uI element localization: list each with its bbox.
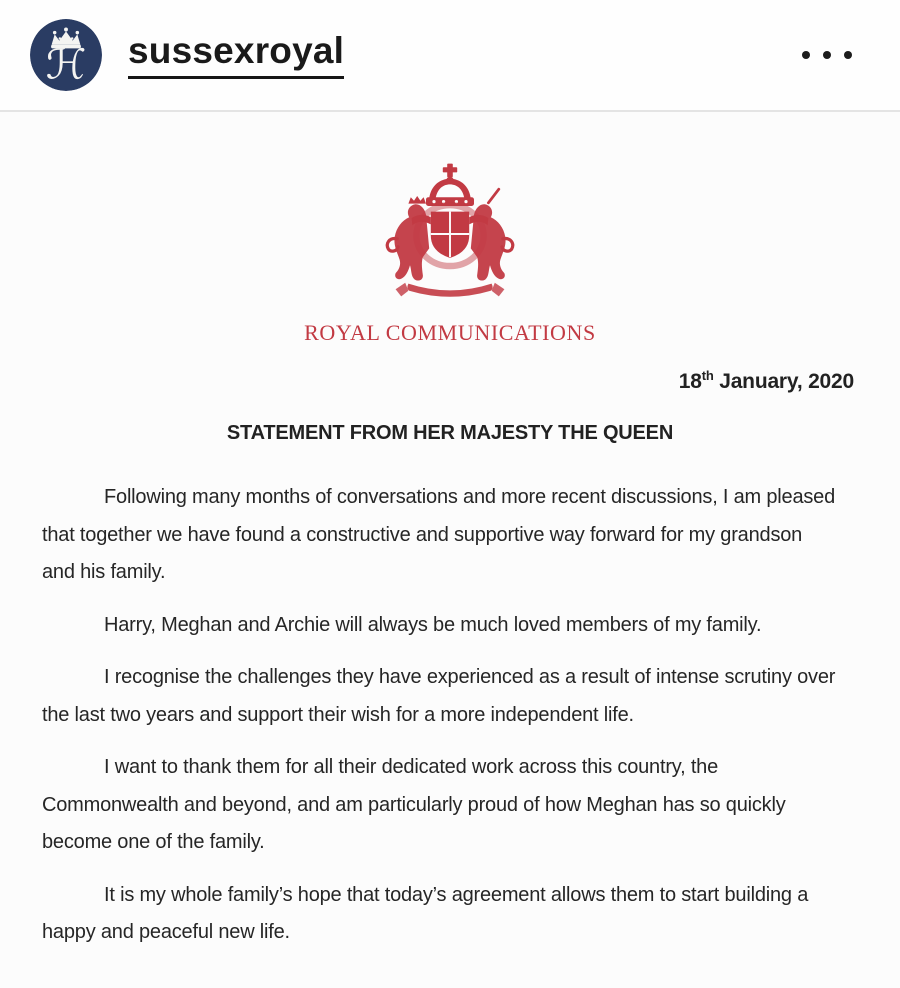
letter-paragraph <box>42 877 858 952</box>
letterhead-organization: ROYAL COMMUNICATIONS <box>304 320 596 345</box>
letter-line: Following many months of conversations and more recent discussions, I am pleased <box>104 486 836 508</box>
monogram-letter: ℋ <box>45 40 87 89</box>
letter-line: It is my whole family’s hope that today’s agreement allows them to start building a <box>104 883 809 906</box>
letter-line: Commonwealth and beyond, and am particularly proud of how Meghan has so quickly <box>42 793 786 816</box>
letter-date <box>0 368 900 396</box>
username-link[interactable]: sussexroyal <box>128 31 344 79</box>
letter-line: happy and peaceful new life. <box>42 921 290 943</box>
statement-title: STATEMENT FROM HER MAJESTY THE QUEEN <box>226 422 674 444</box>
letter-line: that together we have found a constructive and supportive way forward for my grandson <box>42 523 803 546</box>
letter-paragraph <box>42 659 858 734</box>
letter-line: the last two years and support their wish for a more independent life. <box>42 703 634 726</box>
more-options-icon <box>802 51 810 59</box>
date-day: 18 <box>678 370 702 393</box>
more-options-button[interactable] <box>800 41 854 69</box>
letter-paragraph <box>42 749 858 862</box>
letter-paragraph <box>42 479 858 592</box>
avatar[interactable] <box>30 19 102 91</box>
letter-line: I recognise the challenges they have experienced as a result of intense scrutiny over <box>104 666 836 688</box>
more-options-icon <box>844 51 852 59</box>
letter-line: Harry, Meghan and Archie will always be much loved members of my family. <box>104 613 762 636</box>
letter-line: I want to thank them for all their dedicated work across this country, the <box>104 756 719 778</box>
post-header <box>0 0 900 110</box>
letter-body <box>42 479 858 952</box>
more-options-icon <box>823 51 831 59</box>
letter-line: become one of the family. <box>42 831 265 853</box>
letter-line: and his family. <box>42 561 166 583</box>
royal-coat-of-arms-icon <box>361 162 539 314</box>
letter-image <box>0 112 900 988</box>
date-rest: January, 2020 <box>713 370 854 393</box>
letter-paragraph <box>42 607 858 645</box>
date-ordinal: th <box>701 368 714 383</box>
